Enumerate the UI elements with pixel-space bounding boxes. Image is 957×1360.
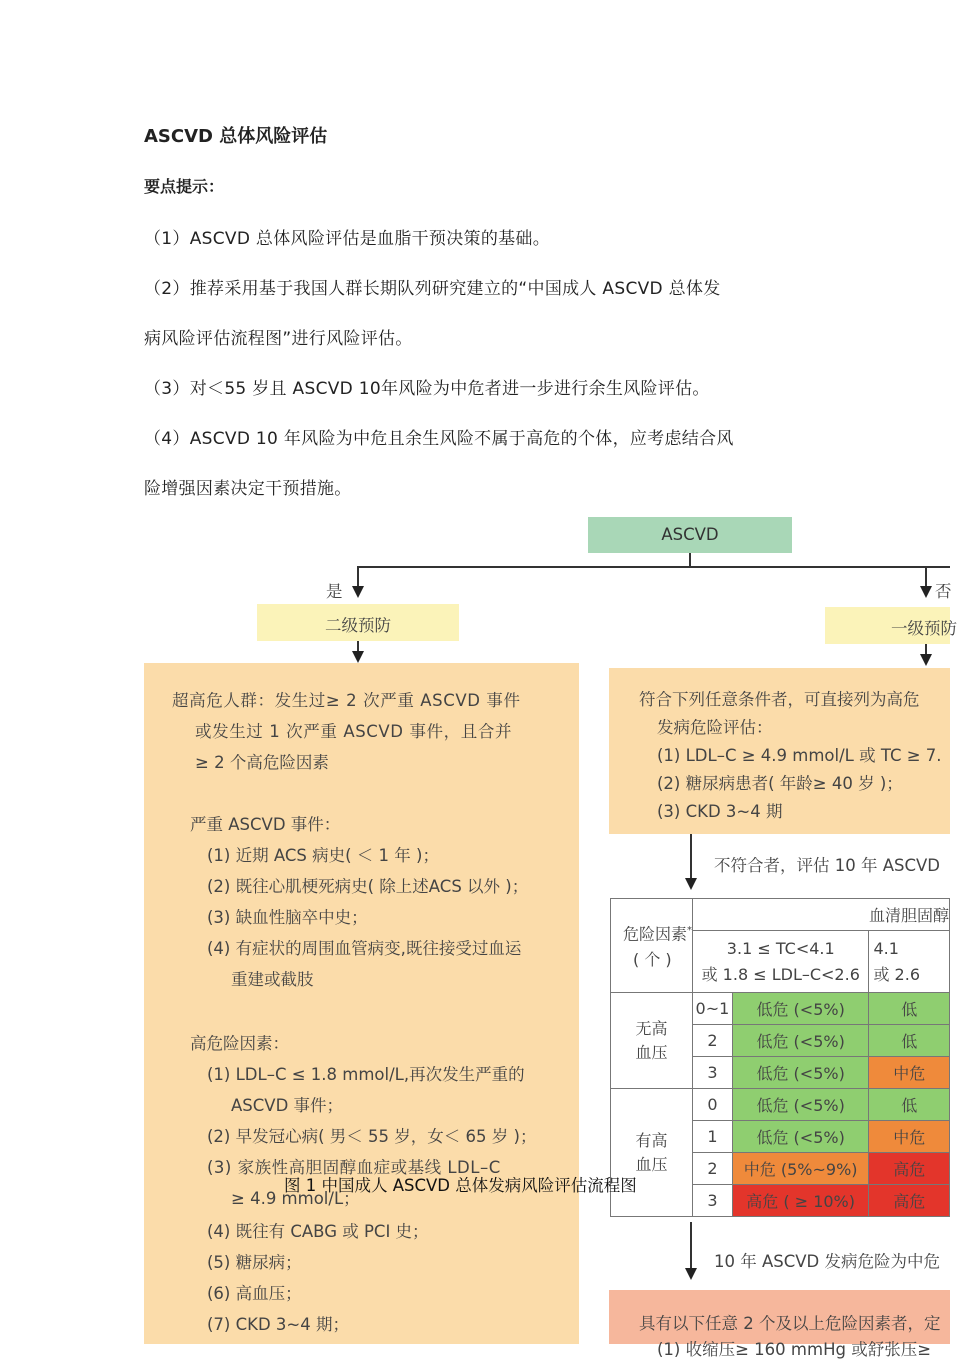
- risk-cell: 高危 ( ≥ 10%): [732, 1185, 869, 1217]
- not-met-label: 不符合者，评估 10 年 ASCVD: [714, 856, 941, 875]
- key-point-4: （4）ASCVD 10 年风险为中危且余生风险不属于高危的个体，应考虑结合风: [144, 429, 734, 449]
- risk-cell: 中危 (5%~9%): [732, 1153, 869, 1185]
- box-line: ≥ 4.9 mmol/L；: [231, 1189, 360, 1208]
- box-line: (4) 有症状的周围血管病变,既往接受过血运: [207, 939, 522, 958]
- secondary-prevention-label: 二级预防: [325, 616, 391, 635]
- risk-cell: 低危 (<5%): [732, 1089, 869, 1121]
- risk-count: 1: [693, 1121, 733, 1153]
- risk-cell: 中危: [869, 1057, 950, 1089]
- hypertension-group: 有高 血压: [611, 1089, 693, 1217]
- box-line: (3) 家族性高胆固醇血症或基线 LDL–C: [207, 1158, 501, 1177]
- risk-cell: 低危 (<5%): [732, 993, 869, 1025]
- primary-prevention-node: [825, 607, 957, 644]
- key-point-2-cont: 病风险评估流程图”进行风险评估。: [144, 329, 413, 349]
- box-line: (6) 高血压；: [207, 1284, 302, 1303]
- risk-cell: 高危: [869, 1185, 950, 1217]
- arrow-down-icon: [685, 878, 697, 890]
- yes-label: 是: [326, 582, 343, 601]
- box-line: ASCVD 事件；: [231, 1096, 344, 1115]
- risk-cell: 低: [869, 1025, 950, 1057]
- risk-cell: 中危: [869, 1121, 950, 1153]
- box-line: (1) LDL–C ≥ 4.9 mmol/L 或 TC ≥ 7.: [657, 746, 942, 765]
- figure-caption: 图 1 中国成人 ASCVD 总体发病风险评估流程图: [284, 1176, 637, 1195]
- risk-cell: 低危 (<5%): [732, 1057, 869, 1089]
- risk-enhancer-box: [609, 1290, 950, 1359]
- risk-table: [610, 898, 950, 1217]
- box-line: 重建或截肢: [231, 970, 314, 989]
- box-line: (7) CKD 3~4 期；: [207, 1315, 349, 1334]
- risk-cell: 低: [869, 993, 950, 1025]
- box-line: 或发生过 1 次严重 ASCVD 事件，且合并: [195, 722, 513, 741]
- box-line: (5) 糖尿病；: [207, 1253, 302, 1272]
- connector-yes: [357, 566, 359, 588]
- box-line: 发病危险评估：: [657, 718, 773, 737]
- box-line: (1) 近期 ACS 病史( ＜ 1 年 )；: [207, 846, 439, 865]
- mid-risk-label: 10 年 ASCVD 发病危险为中危: [714, 1252, 941, 1271]
- key-point-1: （1）ASCVD 总体风险评估是血脂干预决策的基础。: [144, 229, 551, 249]
- no-label: 否: [935, 582, 952, 601]
- box-line: (2) 糖尿病患者( 年龄≥ 40 岁 )；: [657, 774, 903, 793]
- box-line: (3) CKD 3~4 期: [657, 802, 783, 821]
- box-line: (1) LDL–C ≤ 1.8 mmol/L,再次发生严重的: [207, 1065, 525, 1084]
- arrow-down-icon: [685, 1268, 697, 1280]
- box-heading: 严重 ASCVD 事件：: [190, 815, 341, 834]
- cholesterol-col-2: 4.1 或 2.6: [869, 931, 950, 993]
- key-point-3: （3）对＜55 岁且 ASCVD 10年风险为中危者进一步进行余生风险评估。: [144, 379, 710, 399]
- arrow-down-icon: [352, 651, 364, 663]
- box-line: 符合下列任意条件者，可直接列为高危: [639, 690, 920, 709]
- no-hypertension-group: 无高 血压: [611, 993, 693, 1089]
- box-line: (2) 既往心肌梗死病史( 除上述ACS 以外 )；: [207, 877, 529, 896]
- risk-cell: 低危 (<5%): [732, 1025, 869, 1057]
- ascvd-node: [588, 517, 792, 553]
- connector-no: [925, 566, 927, 588]
- box-line: (3) 缺血性脑卒中史；: [207, 908, 368, 927]
- box-line: ≥ 2 个高危险因素: [195, 753, 329, 772]
- document-title: ASCVD 总体风险评估: [144, 126, 328, 147]
- risk-count: 2: [693, 1025, 733, 1057]
- box-line: (2) 早发冠心病( 男＜ 55 岁，女＜ 65 岁 )；: [207, 1127, 537, 1146]
- ascvd-node-label: ASCVD: [661, 525, 719, 544]
- secondary-prevention-node: [257, 604, 459, 641]
- risk-cell: 低: [869, 1089, 950, 1121]
- connector-branch: [357, 566, 950, 568]
- connector-mid-risk: [690, 1222, 692, 1270]
- very-high-risk-box: [144, 663, 579, 1344]
- box-line: (1) 收缩压≥ 160 mmHg 或舒张压≥: [657, 1340, 932, 1359]
- cholesterol-header-spacer: [693, 899, 869, 931]
- risk-count: 3: [693, 1185, 733, 1217]
- box-heading: 高危险因素：: [190, 1034, 289, 1053]
- primary-prevention-label: 一级预防: [891, 619, 957, 638]
- box-line: (4) 既往有 CABG 或 PCI 史；: [207, 1222, 429, 1241]
- key-point-4-cont: 险增强因素决定干预措施。: [144, 479, 352, 499]
- risk-factor-header: 危险因素* ( 个 ): [611, 899, 693, 993]
- risk-cell: 低危 (<5%): [732, 1121, 869, 1153]
- arrow-down-icon: [352, 586, 364, 598]
- risk-cell: 高危: [869, 1153, 950, 1185]
- cholesterol-header: 血清胆固醇: [869, 899, 950, 931]
- connector-not-met: [690, 834, 692, 880]
- risk-count: 0: [693, 1089, 733, 1121]
- key-points-heading: 要点提示：: [144, 177, 225, 196]
- cholesterol-col-1: 3.1 ≤ TC<4.1 或 1.8 ≤ LDL–C<2.6: [693, 931, 869, 993]
- box-line: 具有以下任意 2 个及以上危险因素者，定: [639, 1314, 941, 1333]
- risk-count: 3: [693, 1057, 733, 1089]
- risk-count: 0~1: [693, 993, 733, 1025]
- key-point-2: （2）推荐采用基于我国人群长期队列研究建立的“中国成人 ASCVD 总体发: [144, 279, 721, 299]
- arrow-down-icon: [920, 586, 932, 598]
- risk-count: 2: [693, 1153, 733, 1185]
- arrow-down-icon: [920, 654, 932, 666]
- high-risk-criteria-box: [609, 668, 950, 834]
- connector-top: [689, 553, 691, 567]
- box-line: 超高危人群：发生过≥ 2 次严重 ASCVD 事件: [172, 691, 521, 710]
